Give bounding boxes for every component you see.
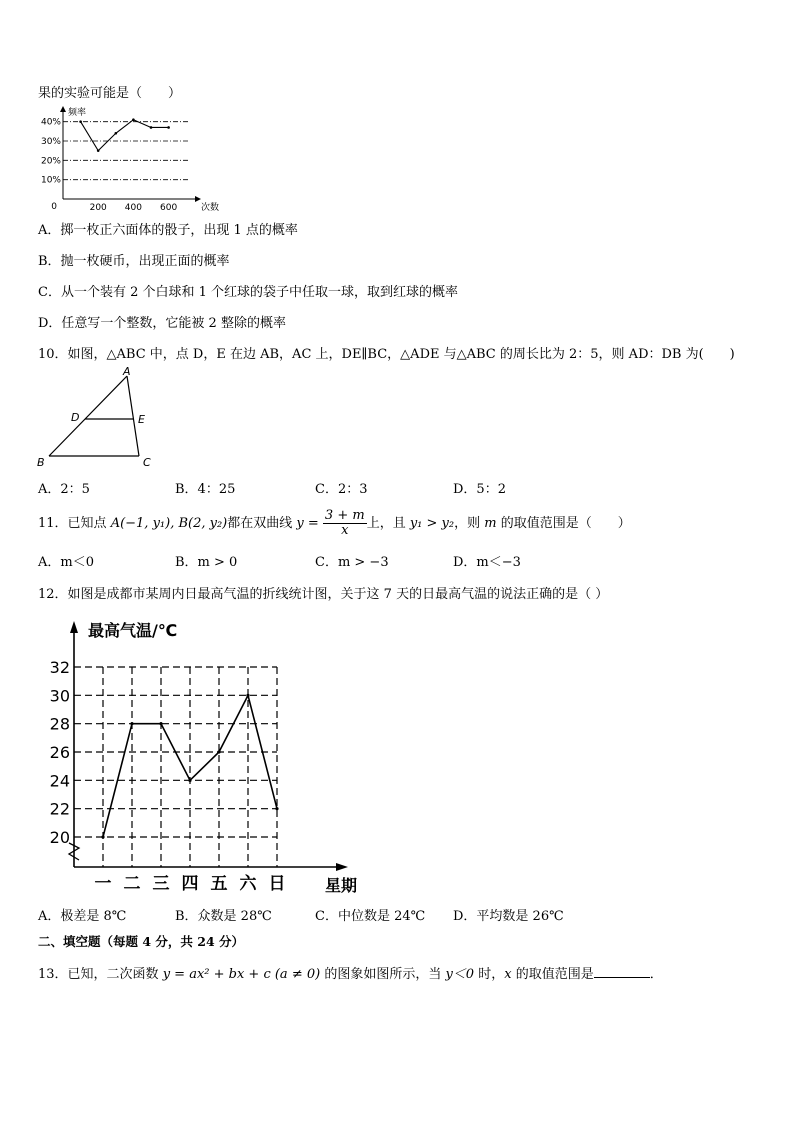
q9-x-axis-arrow: [195, 196, 201, 202]
vertex-label-d: D: [71, 411, 80, 424]
q11-condition: y₁ > y₂: [409, 516, 455, 531]
q11-var-m: m: [484, 516, 497, 531]
q9-option-c[interactable]: C．从一个装有 2 个白球和 1 个红球的袋子中任取一球，取到红球的概率: [38, 285, 459, 300]
q12-x-tick-label: 五: [210, 874, 228, 894]
q12-data-point: [101, 835, 104, 838]
q12-y-tick-label: 24: [49, 771, 70, 791]
q9-data-point: [97, 149, 100, 152]
q12-y-tick-label: 30: [49, 686, 70, 706]
q13-answer-blank[interactable]: [594, 965, 650, 978]
vertex-label-b: B: [37, 456, 45, 469]
q11-option-a[interactable]: A．m＜0: [38, 555, 94, 570]
q10-triangle-figure: [35, 366, 165, 470]
vertex-label-c: C: [143, 456, 151, 469]
q11-stem-d: ，则: [454, 516, 485, 531]
q10-option-a[interactable]: A．2：5: [38, 482, 90, 497]
q9-x-tick-label: 400: [124, 203, 142, 213]
q12-x-tick-label: 一: [94, 874, 112, 894]
q12-data-point: [275, 807, 278, 810]
q10-stem: 10．如图，△ABC 中，点 D，E 在边 AB，AC 上，DE∥BC，△ADE 与△ABC 的周长比为 2：5，则 AD：DB 为( ): [38, 347, 735, 362]
q12-option-d[interactable]: D．平均数是 26℃: [453, 909, 564, 924]
q12-data-point: [130, 722, 133, 725]
q12-x-tick-label: 日: [268, 874, 286, 894]
q11-stem-b: 都在双曲线: [227, 516, 297, 531]
q11-fraction-numerator: 3 + m: [324, 508, 365, 523]
q9-series-line: [81, 120, 169, 151]
q12-temperature-chart: [40, 605, 380, 897]
q12-y-tick-label: 22: [49, 799, 70, 819]
q12-data-point: [159, 722, 162, 725]
q9-chart-group: [41, 106, 219, 213]
q11-option-b[interactable]: B．m > 0: [175, 555, 238, 570]
q13-stem-b: 的图象如图所示，当: [320, 967, 446, 982]
q13-stem-a: 13．已知，二次函数: [38, 967, 163, 982]
q12-data-point: [188, 779, 191, 782]
q12-chart-group: [50, 621, 357, 895]
q12-option-c[interactable]: C．中位数是 24℃: [315, 909, 426, 924]
triangle-side-ab: [49, 376, 127, 456]
q10-option-c[interactable]: C．2：3: [315, 482, 368, 497]
q12-y-axis-label: 最高气温/℃: [88, 621, 178, 640]
q11-option-c[interactable]: C．m > −3: [315, 555, 389, 570]
q9-data-point: [167, 126, 170, 129]
q11-fraction-denominator: x: [341, 523, 349, 538]
q12-data-point: [217, 750, 220, 753]
q9-data-point: [79, 120, 82, 123]
q9-stem-tail: 果的实验可能是（ ）: [38, 86, 182, 101]
q12-option-b[interactable]: B．众数是 28℃: [175, 909, 272, 924]
q9-data-point: [132, 118, 135, 121]
q9-y-tick-label: 40%: [40, 117, 61, 128]
q9-x-axis-label: 次数: [201, 203, 220, 213]
q9-y-tick-label: 30%: [40, 137, 61, 147]
q13-end: ．: [649, 967, 663, 982]
q13-stem-c: 时，: [474, 967, 505, 982]
q11-stem: [38, 509, 631, 538]
q9-origin-label: 0: [51, 202, 57, 212]
q9-y-axis-arrow: [60, 106, 66, 112]
q13-formula: y = ax² + bx + c (a ≠ 0): [162, 967, 321, 982]
q12-x-axis-arrow: [336, 863, 348, 871]
q13-stem: [38, 963, 663, 982]
q9-x-tick-label: 200: [89, 203, 107, 213]
q12-x-tick-label: 六: [239, 874, 257, 894]
q9-frequency-chart: [35, 104, 235, 214]
q11-fraction: [323, 509, 367, 538]
q12-x-tick-label: 三: [152, 874, 170, 894]
q12-x-tick-label: 二: [123, 874, 141, 894]
q9-y-axis-label: 频率: [68, 108, 87, 118]
q12-option-a[interactable]: A．极差是 8℃: [38, 909, 127, 924]
q9-y-tick-label: 10%: [40, 175, 61, 186]
q12-stem: 12．如图是成都市某周内日最高气温的折线统计图，关于这 7 天的日最高气温的说法正确的是（ ）: [38, 587, 609, 602]
section-2-title: 二、填空题（每题 4 分，共 24 分）: [38, 934, 245, 949]
q13-var-x: x: [504, 967, 512, 982]
q12-x-tick-label: 四: [181, 874, 199, 894]
q13-stem-d: 的取值范围是: [511, 967, 594, 982]
q11-points: A(−1, y₁), B(2, y₂): [110, 516, 228, 531]
q9-option-b[interactable]: B．抛一枚硬币，出现正面的概率: [38, 254, 230, 269]
q12-axis-break-mark: [69, 843, 79, 860]
q13-condition: y＜0: [445, 967, 475, 982]
q12-y-tick-label: 28: [49, 714, 70, 734]
q11-option-d[interactable]: D．m＜−3: [453, 555, 521, 570]
q11-stem-e: 的取值范围是（ ）: [496, 516, 631, 531]
q12-y-tick-label: 26: [49, 743, 70, 762]
q9-option-a[interactable]: A．掷一枚正六面体的骰子，出现 1 点的概率: [38, 223, 298, 238]
q12-y-axis-arrow: [70, 621, 78, 633]
q9-x-tick-label: 600: [160, 203, 178, 213]
q12-y-tick-label: 32: [49, 658, 70, 677]
q9-y-tick-label: 20%: [40, 156, 61, 167]
q10-option-b[interactable]: B．4：25: [175, 482, 236, 497]
q9-option-d[interactable]: D．任意写一个整数，它能被 2 整除的概率: [38, 316, 286, 331]
vertex-label-a: A: [123, 366, 131, 378]
q12-x-axis-label: 星期: [325, 876, 358, 895]
q11-y-eq: y =: [296, 516, 319, 531]
q9-data-point: [150, 126, 153, 129]
q11-stem-a: 11．已知点: [38, 516, 111, 531]
vertex-label-e: E: [138, 413, 145, 426]
q11-stem-c: 上，且: [366, 516, 410, 531]
q10-option-d[interactable]: D．5：2: [453, 482, 506, 497]
q12-data-point: [246, 694, 249, 697]
q9-data-point: [115, 132, 118, 135]
q12-y-tick-label: 20: [49, 828, 70, 847]
